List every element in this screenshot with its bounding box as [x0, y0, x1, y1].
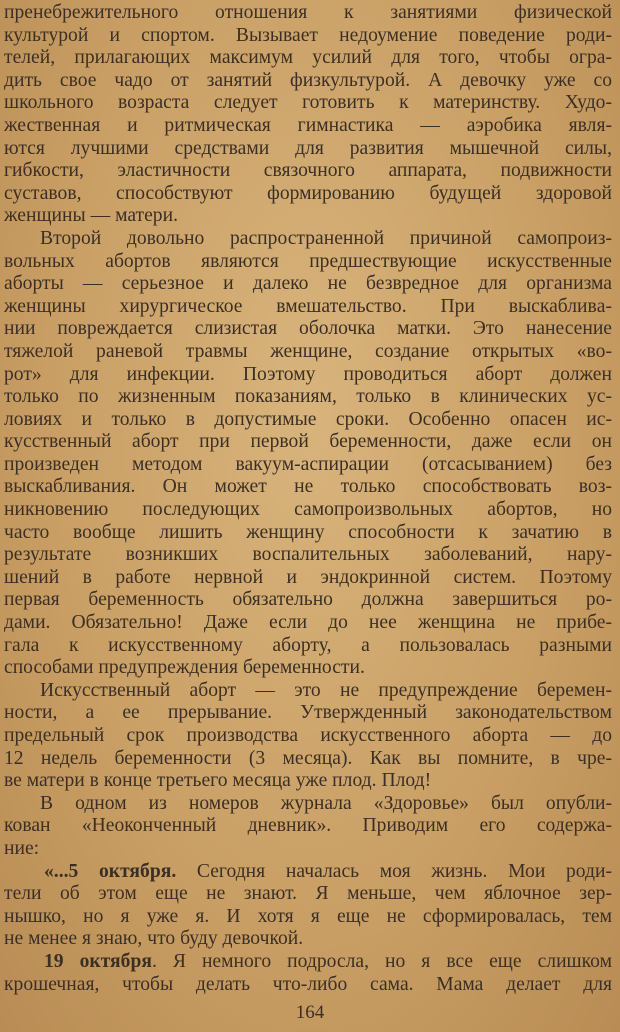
- text-line: культурой и спортом. Вызывает недоумение поведение роди-: [4, 24, 612, 46]
- text-line: Искусственный аборт — это не предупреждение беремен-: [40, 679, 612, 701]
- text-line: 12 недель беременности (3 месяца). Как вы помните, в чре-: [4, 747, 612, 769]
- text-line: телей, прилагающих максимум усилий для того, чтобы огра-: [4, 47, 612, 69]
- text-line: ности, а ее прерывание. Утвержденный законодательством: [4, 702, 612, 724]
- text-line: пренебрежительного отношения к занятиями физической: [4, 2, 612, 23]
- text-line: гибкости, эластичности связочного аппарата, подвижности: [4, 160, 612, 182]
- text-line: ве матери в конце третьего месяца уже плод. Плод!: [4, 770, 432, 792]
- text-line: женщины хирургическое вмешательство. При выскабливa-: [4, 295, 612, 317]
- quote-line: [4, 951, 612, 974]
- quote-text: Сегодня началась моя жизнь. Мои роди-: [176, 860, 612, 882]
- quote-text: крошечная, чтобы делать что-либо сама. Мама делает для: [4, 973, 612, 995]
- quote-line: [4, 974, 612, 997]
- text-line: результате возникших воспалительных заболеваний, нару-: [4, 544, 612, 566]
- text-line: только по жизненным показаниям, только в клинических ус-: [4, 386, 612, 408]
- text-line: дами. Обязательно! Даже если до нее женщина не прибе-: [4, 612, 612, 634]
- text-line: кован «Неоконченный дневник». Приводим его содержа-: [4, 815, 612, 837]
- quote-text: . Я немного подросла, но я все еще слишком: [151, 950, 612, 972]
- text-line: Второй довольно распространенной причиной самопроиз-: [40, 227, 612, 249]
- text-line: женщины — матери.: [4, 205, 178, 227]
- text-line: произведен методом вакуум-аспирации (отсасыванием) без: [4, 453, 612, 475]
- text-line: тяжелой раневой травмы женщине, создание открытых «во-: [4, 340, 612, 362]
- text-line: шений в работе нервной и эндокринной систем. Поэтому: [4, 566, 612, 588]
- diary-date: «...5 октября.: [44, 860, 177, 882]
- quote-text: тели об этом еще не знают. Я меньше, чем яблочное зер-: [4, 883, 612, 905]
- quote-line: [4, 906, 612, 929]
- text-line: никновению последующих самопроизвольных абортов, но: [4, 499, 612, 521]
- quote-text: не менее я знаю, что буду девочкой.: [4, 928, 304, 950]
- text-line: выскабливания. Он может не только способствовать воз-: [4, 476, 612, 498]
- body-text: [4, 2, 612, 996]
- text-line: нии повреждается слизистая оболочка матки. Это нанесение: [4, 318, 612, 340]
- text-line: ние:: [4, 837, 40, 859]
- text-line: кусственный аборт при первой беременности, даже если он: [4, 431, 612, 453]
- text-line: первая беременность обязательно должна завершиться ро-: [4, 589, 612, 611]
- text-line: предельный срок производства искусственного аборта — до: [4, 725, 612, 746]
- text-line: часто вообще лишить женщину способности к зачатию в: [4, 521, 612, 543]
- text-line: рот» для инфекции. Поэтому проводиться аборт должен: [4, 363, 612, 385]
- text-line: способами предупреждения беременности.: [4, 657, 365, 679]
- text-line: дить свое чадо от занятий физкультурой. А девочку уже со: [4, 69, 612, 91]
- text-line: гала к искусственному аборту, а пользовалась разными: [4, 634, 612, 656]
- quote-line: [4, 928, 612, 951]
- quote-line: [4, 883, 612, 906]
- text-line: вольных абортов являются предшествующие искусственные: [4, 250, 612, 272]
- text-line: жественная и ритмическая гимнастика — аэробика явля-: [4, 114, 612, 136]
- quote-line: [4, 861, 612, 884]
- text-line: аборты — серьезное и далеко не безвредное для организма: [4, 273, 612, 295]
- text-line: ловиях и только в допустимые сроки. Особенно опасен ис-: [4, 408, 612, 430]
- text-line: суставов, способствуют формированию будущей здоровой: [4, 182, 612, 204]
- text-line: В одном из номеров журнала «Здоровье» был опубли-: [40, 792, 612, 814]
- text-line: ются лучшими средствами для развития мышечной силы,: [4, 137, 612, 159]
- text-line: школьного возраста следует готовить к материнству. Худо-: [4, 92, 612, 114]
- diary-date: 19 октября: [44, 950, 152, 972]
- quote-text: нышко, но я уже я. И хотя я еще не сформировалась, тем: [4, 905, 612, 927]
- page-number: 164: [295, 1002, 325, 1023]
